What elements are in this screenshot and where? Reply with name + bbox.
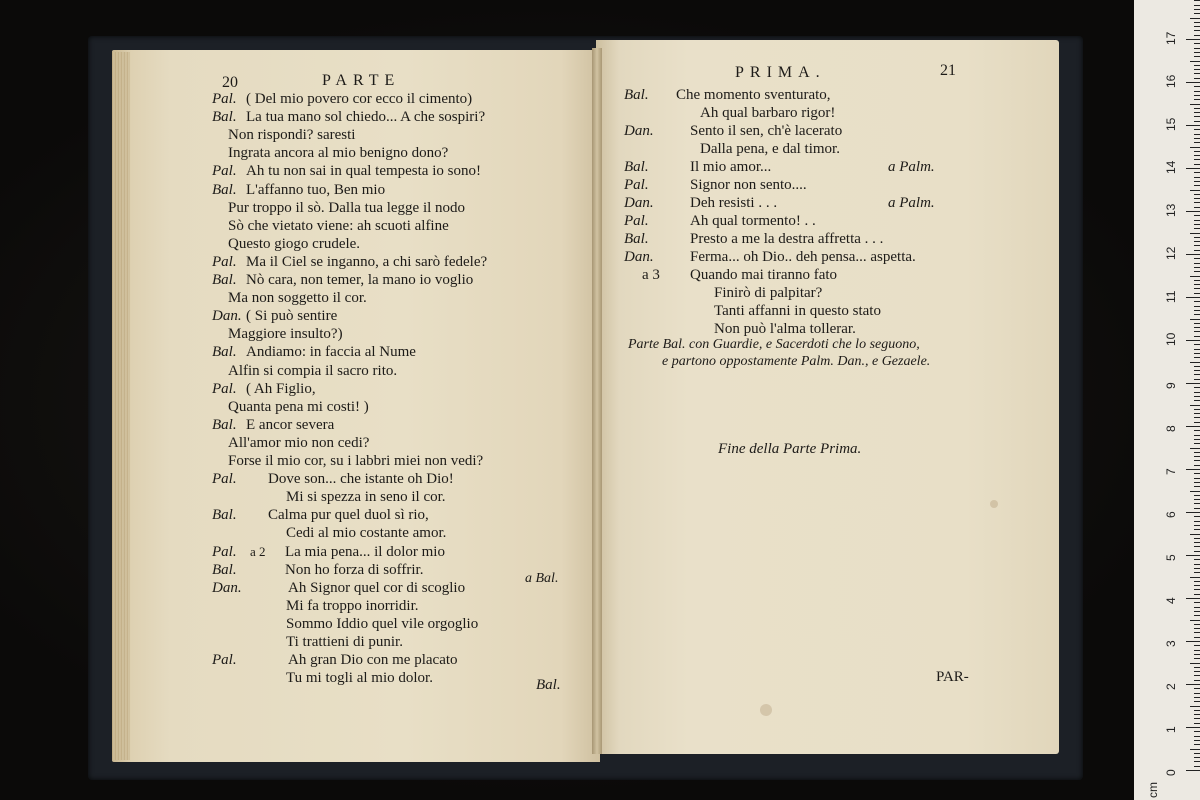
ruler-tick xyxy=(1194,693,1200,694)
ruler-tick xyxy=(1190,233,1200,234)
ruler-tick xyxy=(1194,327,1200,328)
ruler-tick xyxy=(1194,637,1200,638)
ruler-tick xyxy=(1194,164,1200,165)
speaker-label: Pal. xyxy=(212,253,237,270)
ruler-tick xyxy=(1194,73,1200,74)
ruler-tick xyxy=(1194,546,1200,547)
speaker-label: Pal. xyxy=(212,652,237,669)
ruler-tick xyxy=(1194,658,1200,659)
ruler-tick xyxy=(1194,495,1200,496)
aside-note: a Palm. xyxy=(888,159,935,175)
ruler-tick xyxy=(1194,628,1200,629)
text-line: ( Si può sentire xyxy=(246,308,338,325)
ruler-tick xyxy=(1194,680,1200,681)
stage-direction: e partono oppostamente Palm. Dan., e Gezaele. xyxy=(662,354,931,369)
text-line: Finirò di palpitar? xyxy=(714,285,823,301)
ruler-tick xyxy=(1194,65,1200,66)
ruler-tick xyxy=(1194,91,1200,92)
speaker-label: Dan. xyxy=(212,308,242,325)
ruler-tick xyxy=(1194,250,1200,251)
paper-stain xyxy=(990,500,998,508)
ruler-number: 17 xyxy=(1164,31,1178,45)
text-line: Ah gran Dio con me placato xyxy=(288,652,458,669)
right-catchword: PAR- xyxy=(936,669,969,685)
text-line: Pur troppo il sò. Dalla tua legge il nodo xyxy=(228,199,466,216)
text-line: Non rispondi? saresti xyxy=(228,127,356,144)
ruler-number: 6 xyxy=(1164,511,1178,518)
ruler-tick xyxy=(1194,452,1200,453)
ruler-tick xyxy=(1194,56,1200,57)
ruler-tick xyxy=(1194,22,1200,23)
ruler-tick xyxy=(1194,521,1200,522)
ruler-tick xyxy=(1194,744,1200,745)
ruler-tick xyxy=(1194,9,1200,10)
ruler-tick xyxy=(1194,714,1200,715)
aside-note: a Palm. xyxy=(888,195,935,211)
ruler-tick xyxy=(1194,116,1200,117)
ruler-tick xyxy=(1194,611,1200,612)
stage-direction: Parte Bal. con Guardie, e Sacerdoti che lo seguono, xyxy=(628,337,920,352)
text-line: Andiamo: in faccia al Nume xyxy=(246,344,416,361)
ruler-tick xyxy=(1194,30,1200,31)
ruler-number: 3 xyxy=(1164,640,1178,647)
ruler-tick xyxy=(1194,615,1200,616)
ruler-tick xyxy=(1194,439,1200,440)
text-line: Il mio amor... xyxy=(690,159,772,175)
text-line: Che momento sventurato, xyxy=(676,87,831,103)
ruler-tick xyxy=(1194,228,1200,229)
ruler-tick xyxy=(1194,671,1200,672)
speaker-label: Pal. xyxy=(212,163,237,180)
ruler-tick xyxy=(1190,577,1200,578)
ruler-tick xyxy=(1194,551,1200,552)
ruler-tick xyxy=(1194,529,1200,530)
ruler-number: 4 xyxy=(1164,597,1178,604)
ruler-tick xyxy=(1194,26,1200,27)
text-line: All'amor mio non cedi? xyxy=(228,434,370,451)
ruler-tick xyxy=(1194,417,1200,418)
ruler-tick xyxy=(1190,190,1200,191)
ruler-tick xyxy=(1194,48,1200,49)
ruler-number: 12 xyxy=(1164,246,1178,260)
ruler-tick xyxy=(1194,473,1200,474)
ruler-number: 5 xyxy=(1164,554,1178,561)
ruler-tick xyxy=(1194,13,1200,14)
ruler-tick xyxy=(1190,706,1200,707)
speaker-label: Pal. xyxy=(624,177,649,193)
ruler-tick xyxy=(1194,516,1200,517)
speaker-label: Bal. xyxy=(212,109,237,126)
ruler-tick xyxy=(1190,319,1200,320)
text-line: Maggiore insulto?) xyxy=(228,326,343,343)
text-line: Nò cara, non temer, la mano io voglio xyxy=(246,272,474,288)
ruler-tick xyxy=(1194,349,1200,350)
left-page-edge xyxy=(112,52,130,760)
ruler-tick xyxy=(1194,503,1200,504)
speaker-label: Pal. xyxy=(212,543,237,560)
ruler-tick xyxy=(1194,482,1200,483)
text-line: Mi fa troppo inorridir. xyxy=(286,597,419,614)
ruler-tick xyxy=(1194,374,1200,375)
ruler-tick xyxy=(1194,263,1200,264)
ruler-tick xyxy=(1194,761,1200,762)
ruler-tick xyxy=(1194,701,1200,702)
ruler-tick xyxy=(1194,594,1200,595)
ruler-tick xyxy=(1194,370,1200,371)
ruler-tick xyxy=(1186,383,1200,384)
text-line: L'affanno tuo, Ben mio xyxy=(246,181,386,198)
ruler-number: 16 xyxy=(1164,74,1178,88)
ruler-tick xyxy=(1194,331,1200,332)
ruler-tick xyxy=(1194,159,1200,160)
speaker-label: Bal. xyxy=(624,231,649,247)
speaker-label: Bal. xyxy=(212,507,237,524)
ruler-tick xyxy=(1190,663,1200,664)
ruler-tick xyxy=(1194,740,1200,741)
ruler-tick xyxy=(1186,125,1200,126)
ruler-tick xyxy=(1194,387,1200,388)
ruler-tick xyxy=(1194,288,1200,289)
speaker-label: Pal. xyxy=(212,380,237,397)
ruler-tick xyxy=(1194,155,1200,156)
ruler-tick xyxy=(1190,104,1200,105)
ruler-tick xyxy=(1194,392,1200,393)
ruler-tick xyxy=(1194,456,1200,457)
ruler-tick xyxy=(1194,568,1200,569)
left-page-number: 20 xyxy=(222,74,238,91)
ruler-number: 9 xyxy=(1164,382,1178,389)
ruler-tick xyxy=(1194,731,1200,732)
ruler-tick xyxy=(1194,602,1200,603)
speaker-label: Bal. xyxy=(624,87,649,103)
ruler-number: 8 xyxy=(1164,425,1178,432)
ruler-tick xyxy=(1194,241,1200,242)
text-line: La mia pena... il dolor mio xyxy=(285,543,445,560)
text-line: Calma pur quel duol sì rio, xyxy=(268,507,429,524)
fine-della-parte: Fine della Parte Prima. xyxy=(718,441,862,457)
ruler-tick xyxy=(1190,147,1200,148)
ruler-tick xyxy=(1194,718,1200,719)
ruler-tick xyxy=(1186,168,1200,169)
text-line: Non può l'alma tollerar. xyxy=(714,321,856,337)
ruler-tick xyxy=(1194,422,1200,423)
ruler-number: 2 xyxy=(1164,683,1178,690)
text-line: Sento il sen, ch'è lacerato xyxy=(690,123,843,139)
ruler-tick xyxy=(1190,276,1200,277)
ruler-tick xyxy=(1190,448,1200,449)
duet-mark: a 2 xyxy=(250,544,266,559)
speaker-label: a 3 xyxy=(642,267,660,283)
ruler-tick xyxy=(1194,310,1200,311)
ruler-tick xyxy=(1194,336,1200,337)
ruler-tick xyxy=(1194,138,1200,139)
ruler-tick xyxy=(1194,632,1200,633)
text-line: Dove son... che istante oh Dio! xyxy=(268,471,454,488)
ruler-tick xyxy=(1190,18,1200,19)
ruler-tick xyxy=(1194,108,1200,109)
ruler-tick xyxy=(1194,245,1200,246)
ruler-tick xyxy=(1194,650,1200,651)
speaker-label: Dan. xyxy=(624,249,654,265)
text-line: La tua mano sol chiedo... A che sospiri? xyxy=(246,109,486,126)
text-line: Ma non soggetto il cor. xyxy=(228,290,367,307)
ruler-tick xyxy=(1186,211,1200,212)
text-line: Non ho forza di soffrir. xyxy=(285,561,424,578)
ruler-tick xyxy=(1194,181,1200,182)
ruler-tick xyxy=(1194,121,1200,122)
ruler-tick xyxy=(1194,542,1200,543)
ruler-tick xyxy=(1194,129,1200,130)
speaker-label: Bal. xyxy=(212,181,237,198)
text-line: Ferma... oh Dio.. deh pensa... aspetta. xyxy=(690,249,916,265)
ruler-tick xyxy=(1194,95,1200,96)
ruler-tick xyxy=(1194,607,1200,608)
text-line: Ah tu non sai in qual tempesta io sono! xyxy=(246,163,481,180)
ruler-tick xyxy=(1194,667,1200,668)
ruler-tick xyxy=(1186,82,1200,83)
ruler-tick xyxy=(1194,396,1200,397)
ruler-tick xyxy=(1186,469,1200,470)
ruler-tick xyxy=(1194,267,1200,268)
ruler-tick xyxy=(1190,749,1200,750)
ruler-tick xyxy=(1194,185,1200,186)
ruler-tick xyxy=(1194,581,1200,582)
ruler-tick xyxy=(1194,366,1200,367)
ruler-tick xyxy=(1194,177,1200,178)
ruler-tick xyxy=(1194,99,1200,100)
ruler-tick xyxy=(1194,323,1200,324)
ruler-tick xyxy=(1194,688,1200,689)
ruler-number: 10 xyxy=(1164,332,1178,346)
ruler-tick xyxy=(1194,112,1200,113)
ruler-tick xyxy=(1194,202,1200,203)
ruler-tick xyxy=(1194,430,1200,431)
ruler-tick xyxy=(1194,753,1200,754)
ruler-tick xyxy=(1194,237,1200,238)
ruler-tick xyxy=(1194,559,1200,560)
text-line: Presto a me la destra affretta . . . xyxy=(690,231,884,247)
ruler-tick xyxy=(1194,215,1200,216)
text-line: Questo giogo crudele. xyxy=(228,235,361,252)
ruler-tick xyxy=(1194,508,1200,509)
ruler-tick xyxy=(1194,723,1200,724)
text-line: E ancor severa xyxy=(246,416,335,433)
ruler-number: 0 xyxy=(1164,769,1178,776)
ruler-tick xyxy=(1194,43,1200,44)
ruler-tick xyxy=(1194,293,1200,294)
right-page-number: 21 xyxy=(940,62,956,79)
text-line: Ah qual barbaro rigor! xyxy=(700,105,836,121)
ruler-tick xyxy=(1194,710,1200,711)
ruler-tick xyxy=(1194,69,1200,70)
ruler-tick xyxy=(1190,491,1200,492)
ruler-tick xyxy=(1194,224,1200,225)
text-line: Ingrata ancora al mio benigno dono? xyxy=(228,145,449,162)
ruler-tick xyxy=(1194,78,1200,79)
text-line: Forse il mio cor, su i labbri miei non vedi? xyxy=(228,453,484,469)
ruler-tick xyxy=(1194,306,1200,307)
ruler-tick xyxy=(1190,534,1200,535)
ruler-tick xyxy=(1194,675,1200,676)
ruler-tick xyxy=(1194,525,1200,526)
ruler-tick xyxy=(1194,409,1200,410)
speaker-label: Pal. xyxy=(212,471,237,488)
ruler-tick xyxy=(1194,499,1200,500)
ruler-tick xyxy=(1194,478,1200,479)
ruler-tick xyxy=(1194,5,1200,6)
ruler-tick xyxy=(1194,172,1200,173)
ruler-tick xyxy=(1194,645,1200,646)
ruler-tick xyxy=(1194,757,1200,758)
ruler-tick xyxy=(1194,353,1200,354)
left-page-header: PARTE xyxy=(322,72,401,89)
text-line: Alfin si compia il sacro rito. xyxy=(228,362,398,379)
speaker-label: Bal. xyxy=(212,416,237,433)
ruler-tick xyxy=(1194,465,1200,466)
ruler-tick xyxy=(1194,538,1200,539)
ruler-tick xyxy=(1194,357,1200,358)
ruler-tick xyxy=(1186,297,1200,298)
speaker-label: Bal. xyxy=(624,159,649,175)
speaker-label: Bal. xyxy=(212,272,237,288)
speaker-label: Pal. xyxy=(624,213,649,229)
ruler-number: 15 xyxy=(1164,117,1178,131)
ruler-tick xyxy=(1194,435,1200,436)
ruler-unit: cm xyxy=(1146,782,1160,798)
ruler-tick xyxy=(1194,207,1200,208)
ruler-tick xyxy=(1190,405,1200,406)
ruler-tick xyxy=(1186,254,1200,255)
ruler-tick xyxy=(1194,301,1200,302)
ruler-tick xyxy=(1194,697,1200,698)
ruler-number: 14 xyxy=(1164,160,1178,174)
ruler-tick xyxy=(1186,555,1200,556)
ruler-tick xyxy=(1194,766,1200,767)
ruler-tick xyxy=(1186,426,1200,427)
ruler-tick xyxy=(1194,400,1200,401)
ruler-tick xyxy=(1194,624,1200,625)
ruler-tick xyxy=(1194,413,1200,414)
ruler-tick xyxy=(1194,220,1200,221)
ruler-tick xyxy=(1194,284,1200,285)
text-line: Tanti affanni in questo stato xyxy=(714,303,881,319)
ruler-number: 7 xyxy=(1164,468,1178,475)
text-line: Tu mi togli al mio dolor. xyxy=(286,670,433,687)
ruler-tick xyxy=(1194,52,1200,53)
ruler-tick xyxy=(1194,134,1200,135)
ruler-tick xyxy=(1194,460,1200,461)
ruler-number: 1 xyxy=(1164,726,1178,733)
ruler-tick xyxy=(1190,61,1200,62)
text-line: Dalla pena, e dal timor. xyxy=(700,141,840,157)
text-line: Ti trattieni di punir. xyxy=(286,634,403,650)
ruler-tick xyxy=(1186,727,1200,728)
speaker-label: Dan. xyxy=(624,123,654,139)
right-page-header: PRIMA. xyxy=(735,64,826,81)
ruler-tick xyxy=(1186,770,1200,771)
ruler-tick xyxy=(1190,620,1200,621)
ruler-tick xyxy=(1194,194,1200,195)
text-line: Cedi al mio costante amor. xyxy=(286,525,447,542)
ruler-tick xyxy=(1186,598,1200,599)
speaker-label: Dan. xyxy=(624,195,654,211)
ruler-tick xyxy=(1194,486,1200,487)
ruler-tick xyxy=(1194,589,1200,590)
speaker-label: Bal. xyxy=(212,344,237,361)
ruler-tick xyxy=(1194,585,1200,586)
speaker-label: Pal. xyxy=(212,91,237,107)
ruler-tick xyxy=(1194,86,1200,87)
ruler-tick xyxy=(1194,572,1200,573)
ruler-tick xyxy=(1190,362,1200,363)
ruler-tick xyxy=(1194,35,1200,36)
ruler-tick xyxy=(1194,271,1200,272)
aside-note: a Bal. xyxy=(525,571,559,586)
text-line: Ah qual tormento! . . xyxy=(690,213,816,229)
ruler-tick xyxy=(1194,564,1200,565)
left-catchword: Bal. xyxy=(536,677,561,693)
ruler-tick xyxy=(1186,39,1200,40)
ruler-tick xyxy=(1194,258,1200,259)
speaker-label: Dan. xyxy=(212,579,242,596)
text-line: Quando mai tiranno fato xyxy=(690,267,838,283)
text-line: Ah Signor quel cor di scoglio xyxy=(288,579,466,596)
text-line: Sò che vietato viene: ah scuoti alfine xyxy=(228,217,449,234)
ruler-tick xyxy=(1186,340,1200,341)
text-line: ( Del mio povero cor ecco il cimento) xyxy=(246,91,473,107)
ruler-tick xyxy=(1186,641,1200,642)
text-line: ( Ah Figlio, xyxy=(246,380,316,397)
speaker-label: Bal. xyxy=(212,561,237,578)
ruler-tick xyxy=(1194,654,1200,655)
ruler-tick xyxy=(1194,142,1200,143)
ruler-tick xyxy=(1186,512,1200,513)
ruler-tick xyxy=(1194,314,1200,315)
ruler-tick xyxy=(1194,443,1200,444)
ruler-tick xyxy=(1194,379,1200,380)
text-line: Sommo Iddio quel vile orgoglio xyxy=(286,615,479,632)
ruler-tick xyxy=(1194,280,1200,281)
paper-stain xyxy=(760,704,772,716)
ruler-tick xyxy=(1194,151,1200,152)
text-line: Signor non sento.... xyxy=(690,177,807,193)
ruler-tick xyxy=(1186,684,1200,685)
text-line: Ma il Ciel se inganno, a chi sarò fedele? xyxy=(246,253,488,270)
ruler-tick xyxy=(1194,0,1200,1)
ruler-tick xyxy=(1194,736,1200,737)
text-line: Mi si spezza in seno il cor. xyxy=(286,489,446,506)
book-gutter xyxy=(592,48,602,754)
ruler-number: 13 xyxy=(1164,203,1178,217)
ruler-tick xyxy=(1194,198,1200,199)
ruler-number: 11 xyxy=(1164,290,1178,303)
text-line: Deh resisti . . . xyxy=(690,195,778,211)
ruler-tick xyxy=(1194,344,1200,345)
text-line: Quanta pena mi costi! ) xyxy=(228,398,369,415)
